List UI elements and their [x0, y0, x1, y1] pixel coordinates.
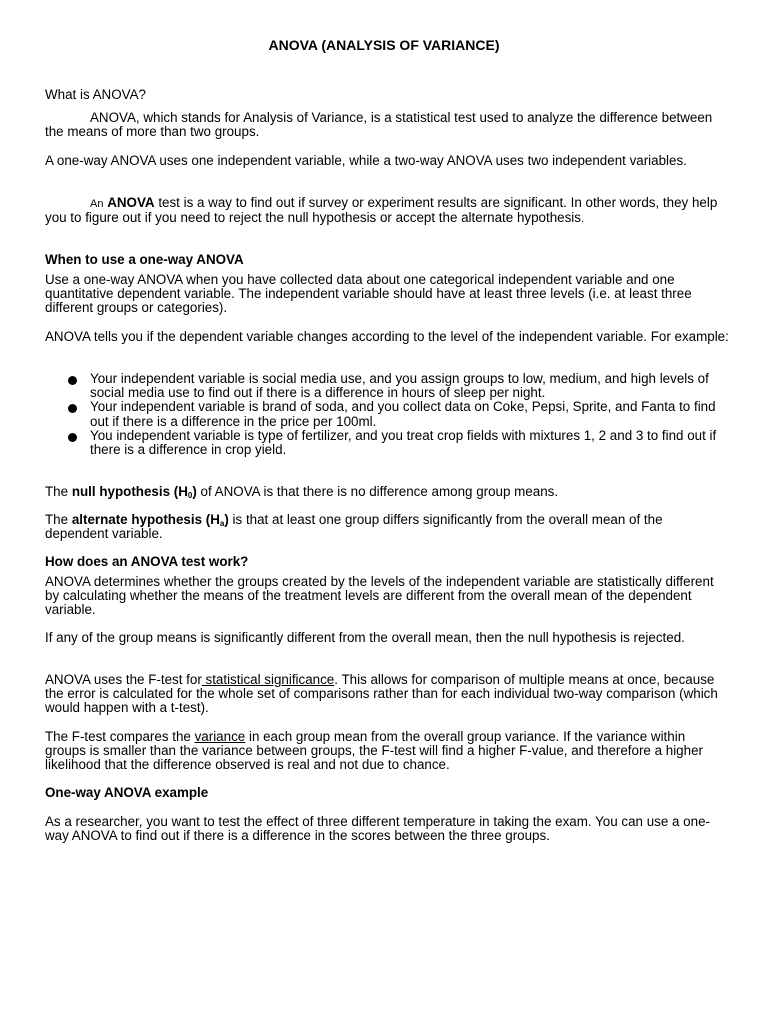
alternate-hypothesis-term [72, 512, 229, 527]
what-is-paragraph-2: A one-way ANOVA uses one independent variable, while a two-way ANOVA uses two independent variables. [45, 153, 687, 168]
what-is-heading: What is ANOVA? [45, 87, 146, 102]
variance-link[interactable]: variance [194, 729, 246, 744]
null-hypothesis-close: ) [192, 484, 197, 499]
how-paragraph-3-text: . This allows for comparison of multiple means at once, because the error is calculated for the whole set of comparisons rather than for each individual two-way comparison (which would happen with a t-test). [45, 672, 718, 716]
bullet-icon [68, 404, 77, 413]
how-paragraph-3-pre: ANOVA uses the F-test for [45, 672, 202, 687]
null-hypothesis-paragraph [45, 485, 729, 499]
bullet-icon [68, 376, 77, 385]
what-is-paragraph-3-end: . [580, 213, 585, 226]
what-is-paragraph-3 [45, 196, 729, 226]
alternate-hypothesis-label: alternate hypothesis (H [71, 512, 220, 527]
alternate-hypothesis-close: ) [224, 512, 229, 527]
what-is-paragraph-1: ANOVA, which stands for Analysis of Variance, is a statistical test used to analyze the difference between the means of more than two groups. [45, 110, 713, 140]
how-paragraph-2: If any of the group means is significantly different from the overall mean, then the null hypothesis is rejected. [45, 630, 685, 645]
when-heading: When to use a one-way ANOVA [45, 252, 244, 267]
bullet-text: Your independent variable is social media use, and you assign groups to low, medium, and high levels of social media use to find out if there is a difference in hours of sleep per night. [90, 371, 709, 401]
how-paragraph-4-pre: The F-test compares the [45, 729, 191, 744]
list-item [45, 429, 729, 457]
how-paragraph-4-text: in each group mean from the overall group variance. If the variance within groups is smaller than the variance between groups, the F-test will find a higher F-value, and therefore a higher likelihood that the difference observed is real and not due to chance. [45, 729, 703, 773]
how-paragraph-4 [45, 730, 729, 773]
example-bullet-list [45, 372, 729, 457]
anova-bold: ANOVA [107, 195, 155, 210]
bullet-icon [68, 433, 77, 442]
what-is-paragraph-3-text: test is a way to find out if survey or experiment results are significant. In other words, they help you to figure out if you need to reject the null hypothesis or accept the alternate hypothesis [45, 195, 718, 226]
an-prefix: An [90, 198, 104, 210]
bullet-text: You independent variable is type of fertilizer, and you treat crop fields with mixtures 1, 2 and 3 to find out if there is a difference in crop yield. [90, 427, 717, 458]
how-paragraph-3 [45, 673, 729, 716]
how-paragraph-1: ANOVA determines whether the groups created by the levels of the independent variable are statistically different by calculating whether the means of the treatment levels are different from the overall mean of the dependent variable. [45, 574, 714, 618]
null-hypothesis-term [72, 484, 197, 499]
example-paragraph: As a researcher, you want to test the effect of three different temperature in taking the exam. You can use a one-way ANOVA to find out if there is a difference in the scores between the three groups. [45, 814, 710, 844]
document-title: ANOVA (ANALYSIS OF VARIANCE) [268, 37, 500, 53]
null-hypothesis-pre: The [45, 484, 69, 499]
when-paragraph-1: Use a one-way ANOVA when you have collected data about one categorical independent variable and one quantitative dependent variable. The independent variable should have at least three levels (i.e. at least three different groups or categories). [45, 272, 692, 316]
alternate-hypothesis-paragraph [45, 513, 729, 541]
null-hypothesis-text: of ANOVA is that there is no difference among group means. [200, 484, 559, 499]
how-heading: How does an ANOVA test work? [45, 554, 249, 569]
list-item [45, 400, 729, 428]
alternate-hypothesis-text: is that at least one group differs significantly from the overall mean of the dependent variable. [45, 512, 663, 542]
example-heading: One-way ANOVA example [45, 785, 209, 800]
bullet-text: Your independent variable is brand of soda, and you collect data on Coke, Pepsi, Sprite, and Fanta to find out if there is a difference in the price per 100ml. [90, 399, 716, 429]
statistical-significance-link[interactable]: statistical significance [201, 672, 335, 687]
alternate-hypothesis-subscript: a [219, 519, 225, 528]
null-hypothesis-subscript: 0 [187, 491, 193, 500]
list-item [45, 372, 729, 400]
null-hypothesis-label: null hypothesis (H [71, 484, 188, 499]
alternate-hypothesis-pre: The [45, 512, 69, 527]
when-paragraph-2: ANOVA tells you if the dependent variable changes according to the level of the independent variable. For example: [45, 329, 729, 344]
